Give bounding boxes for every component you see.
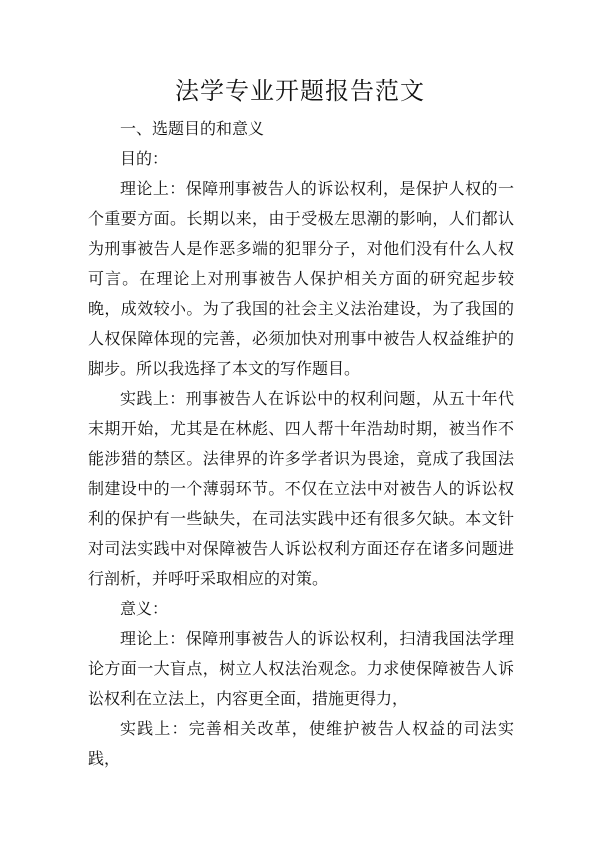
document-title: 法学专业开题报告范文 xyxy=(175,77,425,105)
paragraph-purpose-theory: 理论上：保障刑事被告人的诉讼权利，是保护人权的一个重要方面。长期以来，由于受极左思潮的影响，人们都认为刑事被告人是作恶多端的犯罪分子，对他们没有什么人权可言。在理论上对刑事被告人保护相关方面的研究起步较晚，成效较小。为了我国的社会主义法治建设，为了我国的人权保障体现的完善，必须加快对刑事中被告人权益维护的脚步。所以我选择了本文的写作题目。 xyxy=(88,179,514,378)
paragraph-purpose-practice: 实践上：刑事被告人在诉讼中的权利问题，从五十年代末期开始，尤其是在林彪、四人帮十年浩劫时期，被当作不能涉猎的禁区。法律界的许多学者识为畏途，竟成了我国法制建设中的一个薄弱环节。不仅在立法中对被告人的诉讼权利的保护有一些缺失，在司法实践中还有很多欠缺。本文针对司法实践中对保障被告人诉讼权利方面还存在诸多问题进行剖析，并呼吁采取相应的对策。 xyxy=(88,389,514,588)
paragraph-significance-theory: 理论上：保障刑事被告人的诉讼权利，扫清我国法学理论方面一大盲点，树立人权法治观念。力求使保障被告人诉讼权利在立法上，内容更全面，措施更得力， xyxy=(88,629,514,708)
paragraph-significance-practice: 实践上：完善相关改革，使维护被告人权益的司法实践， xyxy=(88,719,514,768)
section-heading: 一、选题目的和意义 xyxy=(120,119,265,138)
significance-label: 意义： xyxy=(120,599,169,618)
purpose-label: 目的： xyxy=(120,149,169,168)
document-body xyxy=(88,114,514,774)
